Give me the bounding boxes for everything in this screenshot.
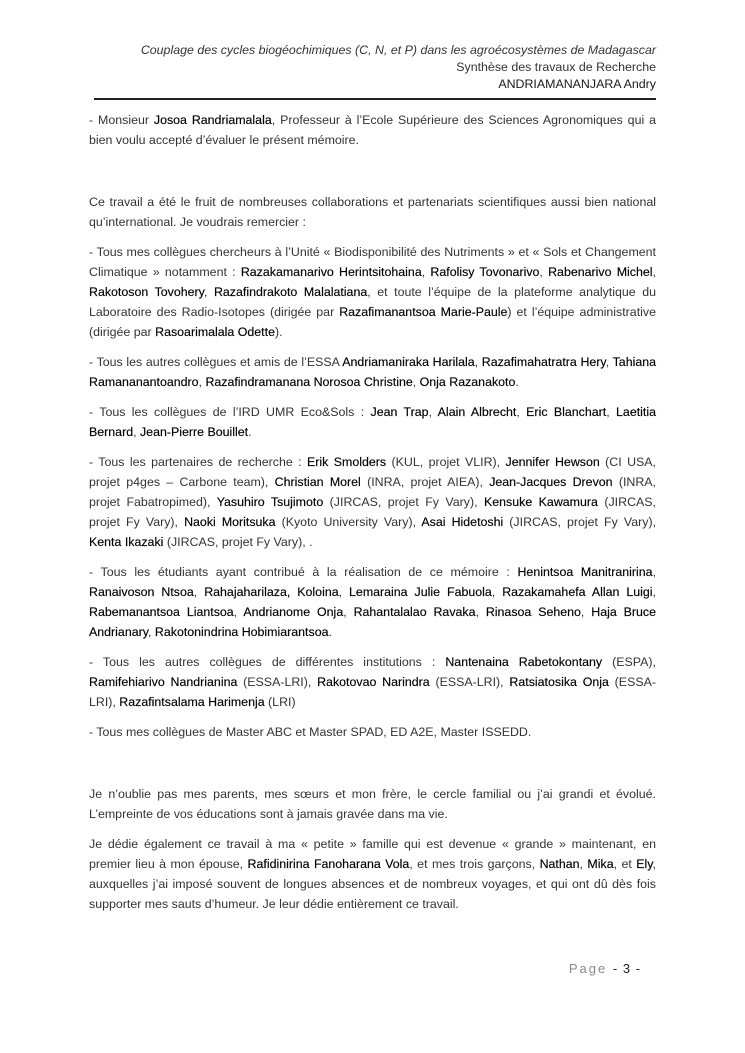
person-name: Ratsiatosika Onja	[509, 675, 609, 689]
paragraph-essa-colleagues: - Tous les autres collègues et amis de l’ESSA Andriamaniraka Harilala, Razafimahatratra Hery, Tahiana Ramananantoandro, Razafindramanana Norosoa Christine, Onja Razanakoto.	[89, 355, 657, 389]
person-name: Rakotovao Narindra	[317, 675, 430, 689]
person-name: Andrianome Onja	[243, 605, 344, 619]
person-name: Kenta Ikazaki	[89, 535, 164, 549]
header-author: ANDRIAMANANJARA Andry	[498, 77, 656, 91]
person-name: Rasoarimalala Odette	[155, 325, 275, 339]
person-name: Razafimanantsoa Marie-Paule	[339, 305, 508, 319]
person-name: Jean-Jacques Drevon	[489, 475, 613, 489]
person-name: Mika	[587, 857, 614, 871]
person-name: Alain Albrecht	[437, 405, 517, 419]
person-name: Rahajaharilaza, Koloina	[204, 585, 339, 599]
paragraph-students: - Tous les étudiants ayant contribué à la réalisation de ce mémoire : Henintsoa Manitranirina, Ranaivoson Ntsoa, Rahajaharilaza, Koloina, Lemaraina Julie Fabuola, Razakamahefa Allan Luigi, Rabemanantsoa Liantsoa, Andrianome Onja, Rahantalalao Ravaka, Rinasoa Seheno, Haja Bruce Andrianary, Rakotonindrina Hobimiarantsoa.	[89, 565, 657, 639]
page-label: Page	[568, 961, 608, 976]
person-name: Eric Blanchart	[526, 405, 607, 419]
paragraph-master-colleagues: - Tous mes collègues de Master ABC et Master SPAD, ED A2E, Master ISSEDD.	[89, 725, 532, 739]
person-name: Henintsoa Manitranirina	[517, 565, 653, 579]
person-name: Onja Razanakoto	[419, 375, 516, 389]
person-name: Erik Smolders	[307, 455, 387, 469]
person-name: Jean Trap	[370, 405, 429, 419]
person-name: Jean-Pierre Bouillet	[139, 425, 249, 439]
person-name: Rafolisy Tovonarivo	[430, 265, 540, 279]
paragraph-research-partners: - Tous les partenaires de recherche : Erik Smolders (KUL, projet VLIR), Jennifer Hewson (CI USA, projet p4ges – Carbone team), Christian Morel (INRA, projet AIEA), Jean-Jacques Drevon (INRA, projet Fabatropimed), Yasuhiro Tsujimoto (JIRCAS, projet Fy Vary), Kensuke Kawamura (JIRCAS, projet Fy Vary), Naoki Moritsuka (Kyoto University Vary), Asai Hidetoshi (JIRCAS, projet Fy Vary), Kenta Ikazaki (JIRCAS, projet Fy Vary), .	[89, 455, 657, 549]
paragraph-family: Je n’oublie pas mes parents, mes sœurs et mon frère, le cercle familial ou j’ai grandi et évolué. L’empreinte de vos éducations sont à jamais gravée dans ma vie.	[89, 787, 656, 821]
person-name: Razafindrakoto Malalatiana	[213, 285, 368, 299]
page-footer	[569, 961, 641, 976]
person-name: Rabenarivo Michel	[548, 265, 653, 279]
person-name: Rakotonindrina Hobimiarantsoa	[154, 625, 329, 639]
person-name: Laetitia Bernard	[89, 405, 656, 439]
page-header	[90, 42, 656, 93]
person-name: Nantenaina Rabetokontany	[445, 655, 603, 669]
person-name: Jennifer Hewson	[505, 455, 600, 469]
person-name: Razakamanarivo Herintsitohaina	[240, 265, 422, 279]
person-name: Razafintsalama Harimenja	[119, 695, 265, 709]
person-name: Rinasoa Seheno	[485, 605, 581, 619]
page-number: - 3 -	[612, 961, 641, 976]
person-name: Rakotoson Tovohery	[89, 285, 204, 299]
person-name: Christian Morel	[274, 475, 361, 489]
person-name: Yasuhiro Tsujimoto	[216, 495, 324, 509]
person-name: Asai Hidetoshi	[421, 515, 504, 529]
person-name: Rafidinirina Fanoharana Vola	[247, 857, 410, 871]
person-name: Rahantalalao Ravaka	[353, 605, 476, 619]
paragraph-dedication: Je dédie également ce travail à ma « petite » famille qui est devenue « grande » maintenant, en premier lieu à mon épouse, Rafidinirina Fanoharana Vola, et mes trois garçons, Nathan, Mika, et Ely, auxquelles j’ai imposé souvent de longues absences et de nombreux voyages, et qui ont dû dès fois supporter mes sauts d’humeur. Je leur dédie entièrement ce travail.	[89, 837, 656, 911]
person-name: Andriamaniraka Harilala	[342, 355, 475, 369]
paragraph-intro: Ce travail a été le fruit de nombreuses collaborations et partenariats scientifiques aussi bien national qu’international. Je voudrais remercier :	[89, 195, 656, 229]
person-name: Ely	[636, 857, 653, 871]
header-subtitle: Synthèse des travaux de Recherche	[456, 60, 656, 74]
person-name: Ramifehiarivo Nandrianina	[89, 675, 238, 689]
person-name: Rabemanantsoa Liantsoa	[89, 605, 234, 619]
person-name: Razafimahatratra Hery	[481, 355, 606, 369]
paragraph-unit-colleagues: - Tous mes collègues chercheurs à l’Unité « Biodisponibilité des Nutriments » et « Sols et Changement Climatique » notamment : Razakamanarivo Herintsitohaina, Rafolisy Tovonarivo, Rabenarivo Michel, Rakotoson Tovohery, Razafindrakoto Malalatiana, et toute l’équipe de la plateforme analytique du Laboratoire des Radio-Isotopes (dirigée par Razafimanantsoa Marie-Paule) et l’équipe administrative (dirigée par Rasoarimalala Odette).	[89, 245, 657, 339]
person-name: Haja Bruce Andrianary	[89, 605, 657, 639]
person-name: Ranaivoson Ntsoa	[89, 585, 194, 599]
person-name: Razafindramanana Norosoa Christine	[205, 375, 413, 389]
person-name: Nathan	[539, 857, 580, 871]
paragraph-examiner: - Monsieur Josoa Randriamalala, Professeur à l’Ecole Supérieure des Sciences Agronomiques qui a bien voulu accepté d’évaluer le présent mémoire.	[89, 113, 656, 147]
person-name: Kensuke Kawamura	[484, 495, 598, 509]
person-name: Lemaraina Julie Fabuola	[349, 585, 492, 599]
person-name: Josoa Randriamalala	[153, 113, 272, 127]
person-name: Tahiana Ramananantoandro	[89, 355, 657, 389]
acknowledgements-body	[89, 110, 656, 924]
person-name: Razakamahefa Allan Luigi	[502, 585, 653, 599]
header-title: Couplage des cycles biogéochimiques (C, N, et P) dans les agroécosystèmes de Madagascar	[140, 43, 656, 57]
header-divider	[94, 98, 656, 100]
paragraph-institutions: - Tous les autres collègues de différentes institutions : Nantenaina Rabetokontany (ESPA), Ramifehiarivo Nandrianina (ESSA-LRI), Rakotovao Narindra (ESSA-LRI), Ratsiatosika Onja (ESSA-LRI), Razafintsalama Harimenja (LRI)	[89, 655, 656, 709]
paragraph-ird-colleagues: - Tous les collègues de l’IRD UMR Eco&Sols : Jean Trap, Alain Albrecht, Eric Blanchart, Laetitia Bernard, Jean-Pierre Bouillet.	[89, 405, 656, 439]
person-name: Naoki Moritsuka	[184, 515, 276, 529]
